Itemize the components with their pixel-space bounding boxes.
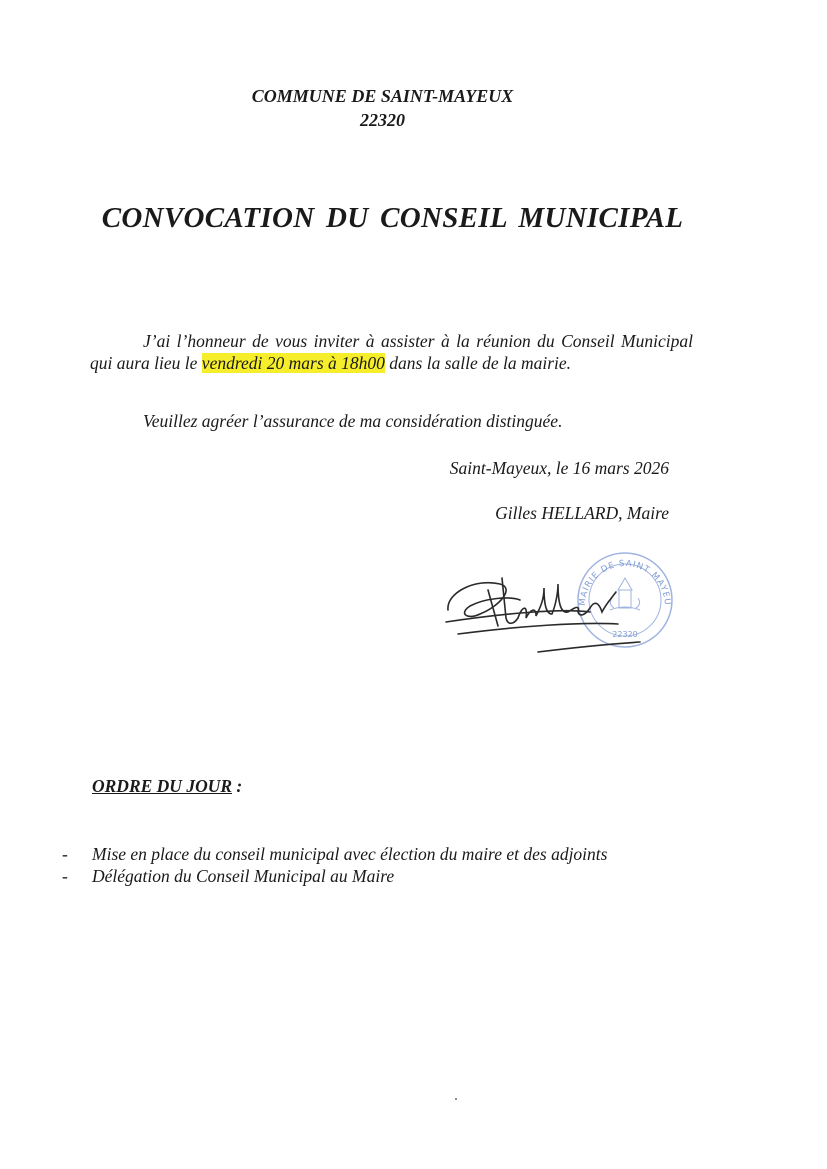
stamp-postal-code: 22320 [612,630,638,639]
closing-paragraph: Veuillez agréer l’assurance de ma considération distinguée. [143,411,563,431]
scan-speck [455,1098,457,1100]
agenda-item-text: Mise en place du conseil municipal avec élection du maire et des adjoints [92,844,608,864]
agenda-item [62,865,762,887]
highlighted-meeting-date: vendredi 20 mars à 18h00 [201,353,385,373]
letterhead [0,84,765,132]
document-title: CONVOCATION DU CONSEIL MUNICIPAL [101,202,684,234]
invitation-text-end: dans la salle de la mairie. [384,353,572,373]
invitation-text-start: J’ai l’honneur de vous inviter à assister à la réunion du Conseil Municipal qui aura lieu le [90,331,693,373]
handwritten-signature [446,578,640,652]
place-and-date: Saint-Mayeux, le 16 mars 2026 [449,458,669,478]
agenda-item [62,843,762,865]
postal-code: 22320 [360,110,405,130]
bullet-dash: - [62,866,68,886]
invitation-paragraph [90,330,693,374]
stamp-ring-text: MAIRIE DE SAINT MAYEU [577,558,673,607]
agenda-heading-text: ORDRE DU JOUR [92,776,233,796]
commune-name: COMMUNE DE SAINT-MAYEUX [251,86,514,106]
agenda-list [62,843,762,887]
agenda-heading-colon: : [232,776,243,796]
bullet-dash: - [62,844,68,864]
signatory-name: Gilles HELLARD, Maire [495,503,669,523]
signature-block [440,548,680,660]
agenda-item-text: Délégation du Conseil Municipal au Maire [92,866,395,886]
signature-and-stamp [440,548,680,660]
agenda-heading [92,776,242,797]
